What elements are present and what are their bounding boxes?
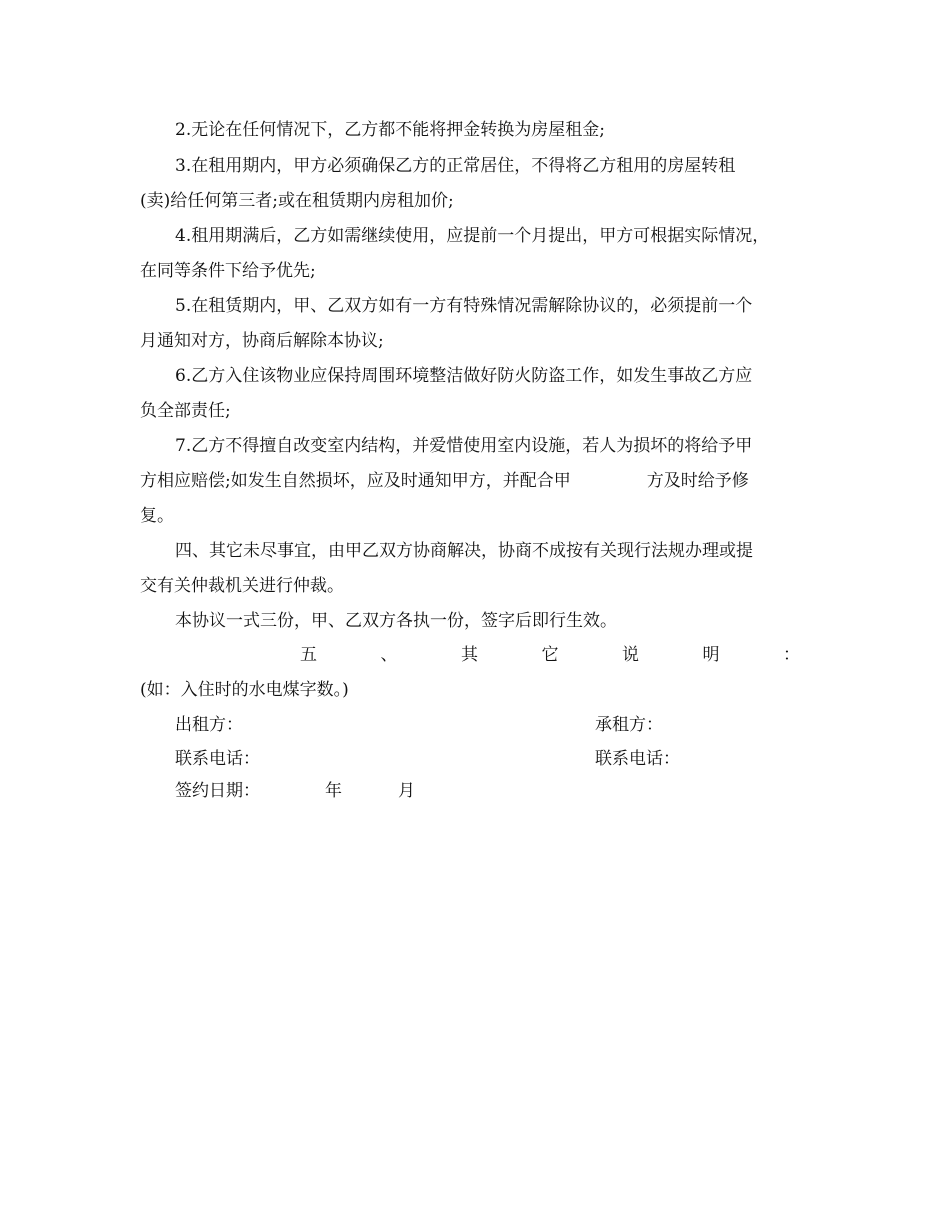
clause-4-line-2: 在同等条件下给予优先; <box>140 261 316 281</box>
section-5-char: ： <box>783 645 800 665</box>
clause-2: 2.无论在任何情况下，乙方都不能将押金转换为房屋租金; <box>175 120 605 140</box>
clause-7-line-3: 复。 <box>140 506 174 526</box>
clause-4-line-1: 4.租用期满后，乙方如需继续使用，应提前一个月提出，甲方可根据实际情况， <box>175 226 770 246</box>
section-5-char: 说 <box>622 645 639 665</box>
sign-date-label: 签约日期： <box>175 781 260 801</box>
lessor-label: 出租方： <box>175 715 243 735</box>
clause-7-line-2-part-a: 方相应赔偿;如发生自然损坏，应及时通知甲方，并配合甲 <box>140 471 571 491</box>
section-5-char: 其 <box>461 645 478 665</box>
section-4-line-2: 交有关仲裁机关进行仲裁。 <box>140 576 344 596</box>
clause-5-line-1: 5.在租赁期内，甲、乙双方如有一方有特殊情况需解除协议的，必须提前一个 <box>175 296 753 316</box>
section-5-note: (如：入住时的水电煤字数。) <box>140 680 349 700</box>
clause-6-line-2: 负全部责任; <box>140 401 231 421</box>
copies-statement: 本协议一式三份，甲、乙双方各执一份，签字后即行生效。 <box>175 611 617 631</box>
section-4-line-1: 四、其它未尽事宜，由甲乙双方协商解决，协商不成按有关现行法规办理或提 <box>175 541 753 561</box>
clause-3-line-1: 3.在租用期内，甲方必须确保乙方的正常居住，不得将乙方租用的房屋转租 <box>175 156 736 176</box>
clause-3-line-2: (卖)给任何第三者;或在租赁期内房租加价; <box>140 191 454 211</box>
lessee-phone-label: 联系电话： <box>595 749 680 769</box>
section-5-char: 、 <box>380 645 398 665</box>
section-5-char: 五 <box>300 645 317 665</box>
lessee-label: 承租方： <box>595 715 663 735</box>
sign-date-month: 月 <box>398 781 415 801</box>
clause-6-line-1: 6.乙方入住该物业应保持周围环境整洁做好防火防盗工作，如发生事故乙方应 <box>175 366 753 386</box>
clause-7-line-2-part-b: 方及时给予修 <box>646 471 749 491</box>
clause-7-line-1: 7.乙方不得擅自改变室内结构，并爱惜使用室内设施，若人为损坏的将给予甲 <box>175 436 753 456</box>
sign-date-year: 年 <box>325 781 342 801</box>
section-5-char: 它 <box>541 645 559 665</box>
lessor-phone-label: 联系电话： <box>175 749 260 769</box>
clause-5-line-2: 月通知对方，协商后解除本协议; <box>140 331 384 351</box>
section-5-heading <box>300 645 800 665</box>
clause-7-line-2 <box>140 471 749 491</box>
section-5-char: 明 <box>702 645 720 665</box>
